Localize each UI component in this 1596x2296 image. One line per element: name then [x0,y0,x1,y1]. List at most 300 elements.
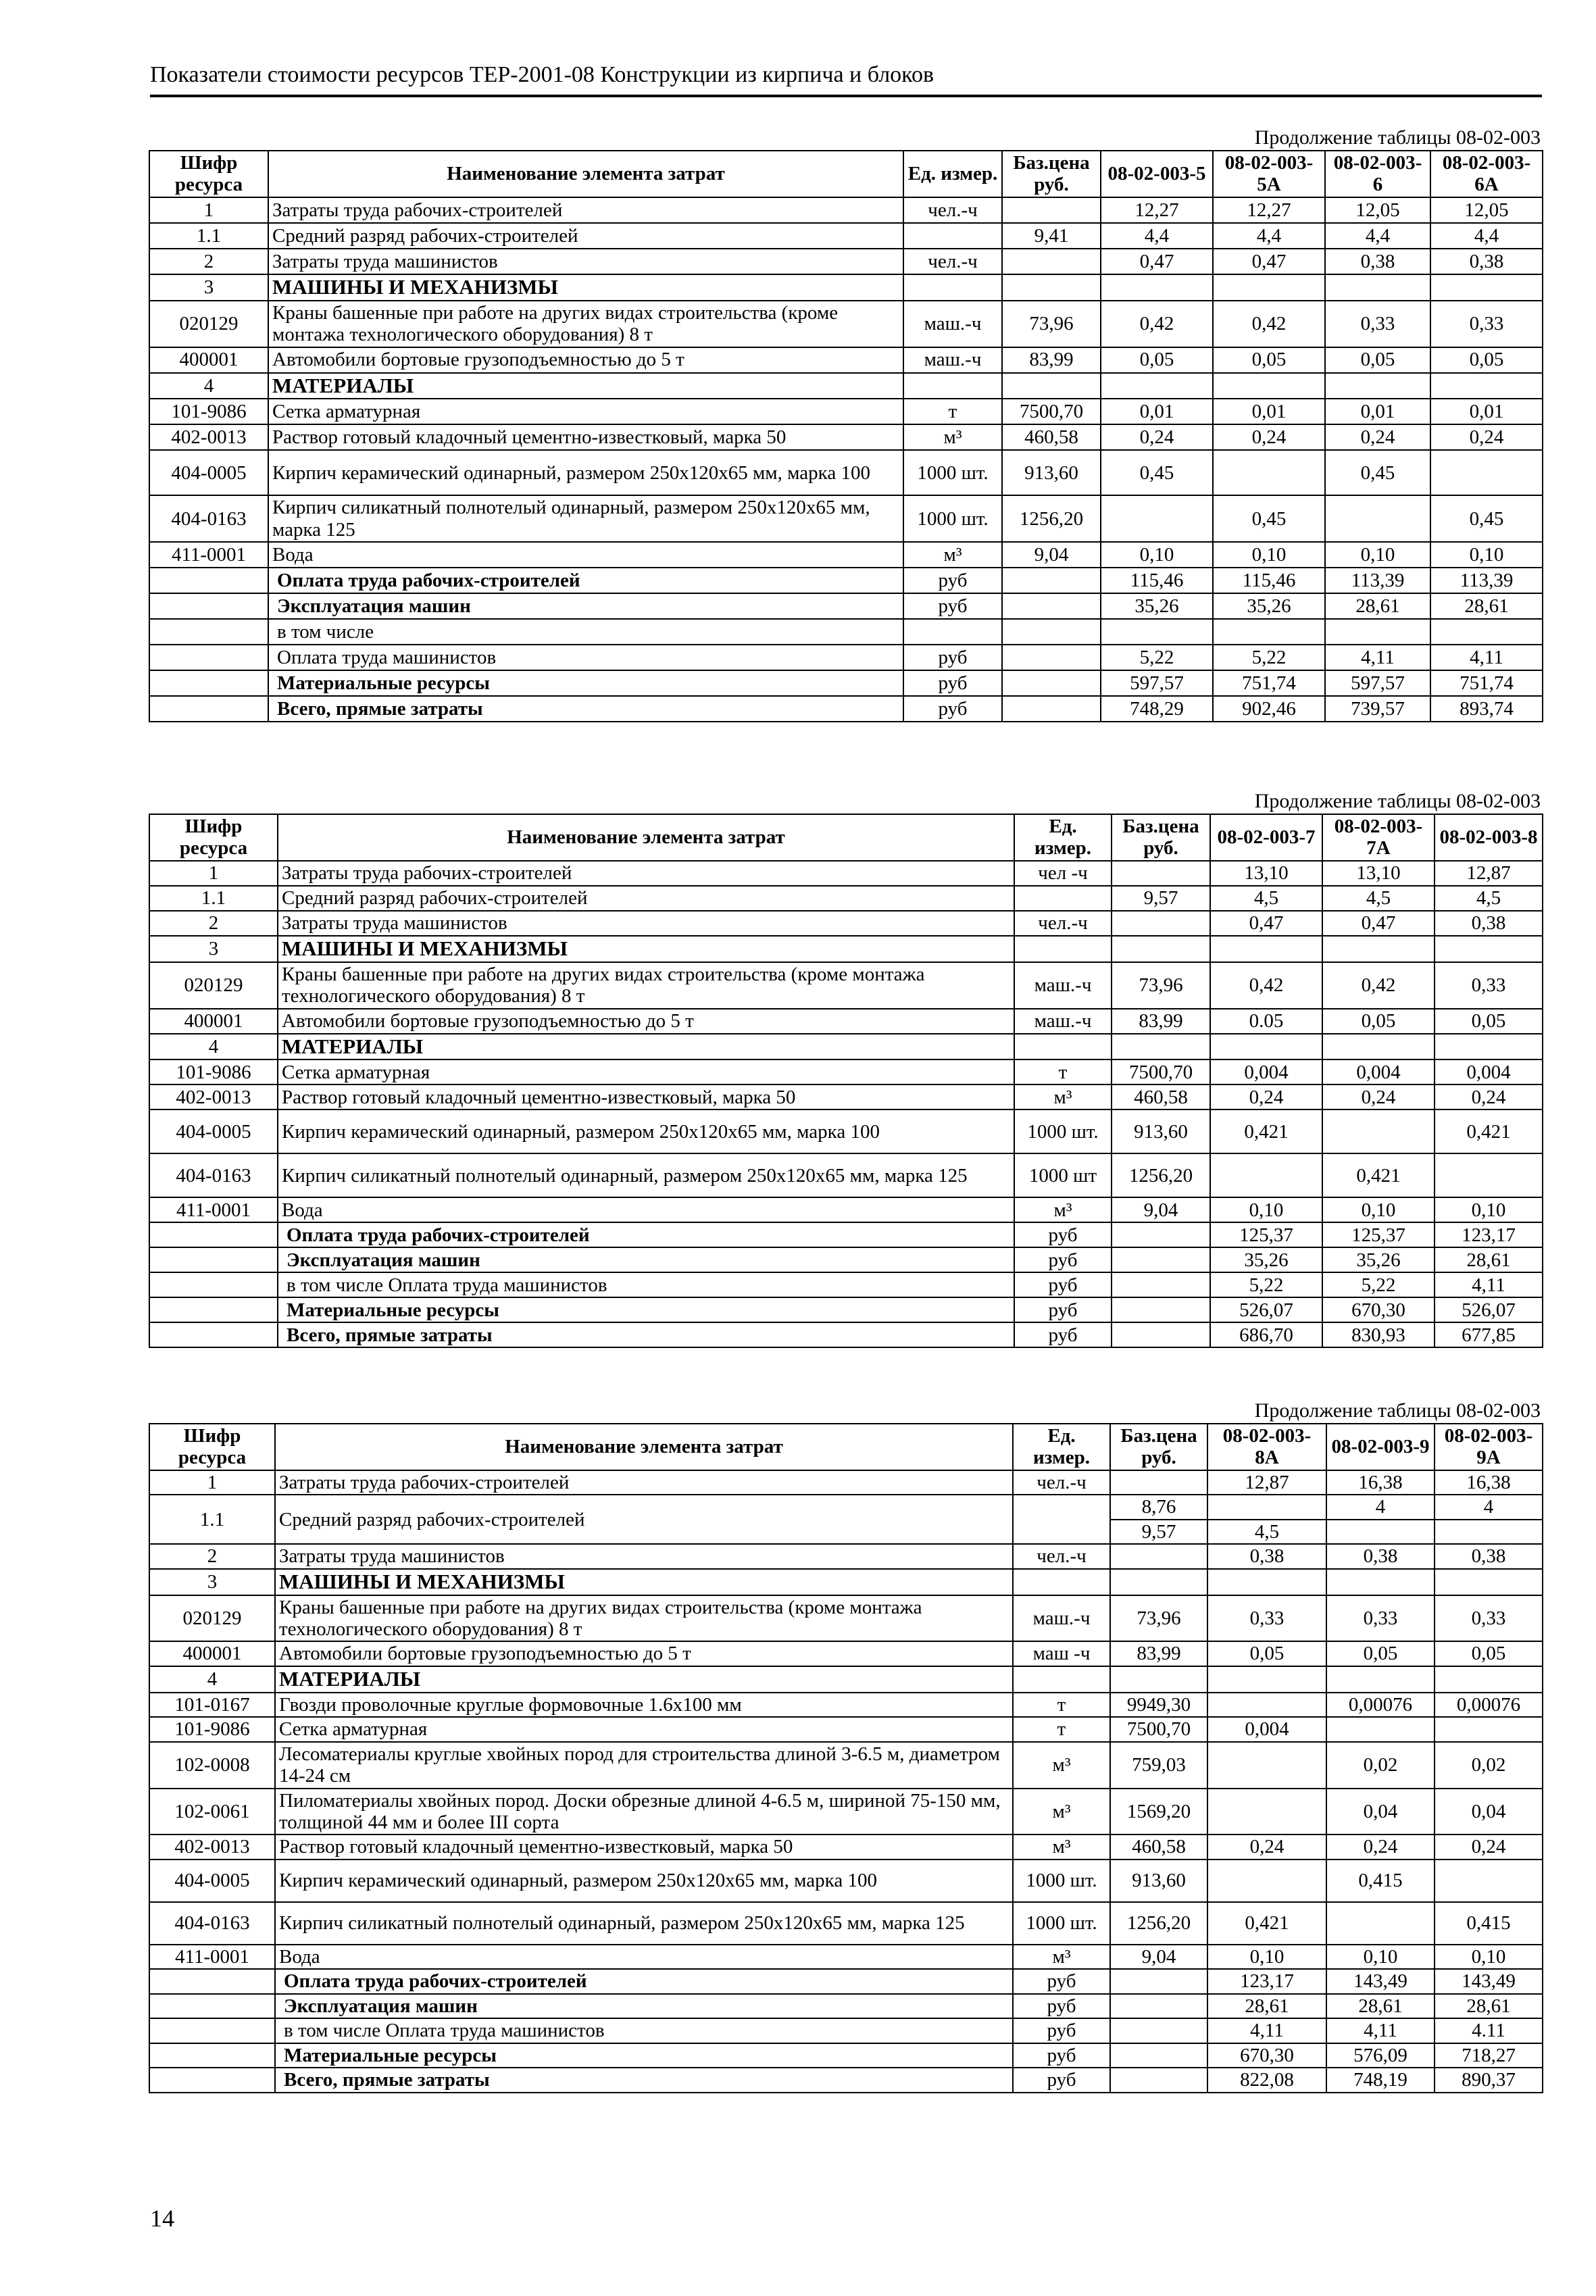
rate-value: 0,47 [1210,911,1322,936]
rate-value: 718,27 [1435,2043,1543,2068]
resource-code: 400001 [149,347,268,373]
resource-code: 4 [149,1666,275,1693]
column-header: Баз.цена руб. [1110,1424,1207,1470]
cost-element-name: Затраты труда рабочих-строителей [278,861,1014,886]
table-row [149,1059,1543,1084]
rate-value [1430,619,1543,645]
table-row [149,495,1543,542]
rate-value [1322,1109,1435,1153]
cost-element-name: Средний разряд рабочих-строителей [275,1495,1013,1544]
unit-of-measure: чел.-ч [1013,1470,1110,1495]
page-number: 14 [150,2205,174,2232]
rate-value: 4,11 [1430,645,1543,670]
rate-value: 0,00076 [1326,1693,1435,1717]
rate-value: 0,05 [1430,347,1543,373]
rate-value: 35,26 [1101,593,1213,619]
table-row [149,197,1543,223]
table-row [149,1495,1543,1519]
resource-code: 411-0001 [149,1945,275,1969]
unit-of-measure [903,619,1002,645]
table-row [149,1470,1543,1495]
column-header: 08-02-003-9 [1326,1424,1435,1470]
rate-value [1322,1034,1435,1060]
rate-value [1101,495,1213,542]
table-row [149,568,1543,593]
cost-element-name: Затраты труда машинистов [268,249,903,274]
rate-value: 0,00076 [1435,1693,1543,1717]
rate-value [1213,450,1325,495]
table-row [149,249,1543,274]
rate-value [1207,1495,1326,1519]
resource-code: 404-0163 [149,1902,275,1945]
base-price [1110,2018,1207,2043]
unit-of-measure: т [1014,1059,1112,1084]
cost-element-name: Сетка арматурная [268,399,903,424]
table-row [149,399,1543,424]
base-price [1112,861,1210,886]
cost-element-name: Автомобили бортовые грузоподъемностью до 5 т [275,1641,1013,1666]
unit-of-measure: руб [1013,2068,1110,2092]
rate-value: 526,07 [1435,1297,1543,1322]
rate-value: 0,05 [1101,347,1213,373]
rate-value: 4,11 [1326,2018,1435,2043]
unit-of-measure: т [1013,1693,1110,1717]
cost-element-name: Автомобили бортовые грузоподъемностью до 5 т [268,347,903,373]
rate-value: 751,74 [1430,670,1543,696]
base-price [1002,670,1101,696]
base-price: 9,04 [1110,1945,1207,1969]
table-header-row [149,1424,1543,1470]
cost-element-name: Кирпич керамический одинарный, размером 250х120х65 мм, марка 100 [275,1860,1013,1902]
base-price: 460,58 [1002,424,1101,450]
cost-element-name: Оплата труда рабочих-строителей [268,568,903,593]
cost-element-name: Затраты труда рабочих-строителей [275,1470,1013,1495]
rate-value: 115,46 [1213,568,1325,593]
cost-element-name: Всего, прямые затраты [275,2068,1013,2092]
table-row [149,911,1543,936]
cost-element-name: Сетка арматурная [278,1059,1014,1084]
rate-value: 0,38 [1207,1544,1326,1568]
base-price [1112,1034,1210,1060]
cost-element-name: Эксплуатация машин [268,593,903,619]
cost-element-name: Материальные ресурсы [268,670,903,696]
column-header: Ед. измер. [1013,1424,1110,1470]
column-header: Шифр ресурса [149,151,268,197]
unit-of-measure: руб [903,593,1002,619]
cost-element-name: Эксплуатация машин [278,1247,1014,1272]
rate-value: 0,24 [1101,424,1213,450]
resource-code: 400001 [149,1641,275,1666]
resource-code: 3 [149,274,268,301]
resource-code [149,2043,275,2068]
rate-value: 0,05 [1322,1009,1435,1034]
table-row [149,1641,1543,1666]
resource-code: 101-9086 [149,399,268,424]
resource-code: 411-0001 [149,542,268,568]
rate-value: 0,10 [1207,1945,1326,1969]
column-header: Баз.цена руб. [1002,151,1101,197]
column-header: 08-02-003-9А [1435,1424,1543,1470]
unit-of-measure: м³ [1013,1789,1110,1835]
unit-of-measure: м³ [1013,1945,1110,1969]
cost-element-name: Вода [278,1197,1014,1222]
rate-value: 0,004 [1207,1717,1326,1741]
unit-of-measure: 1000 шт. [1013,1902,1110,1945]
table-row [149,1595,1543,1642]
rate-value: 28,61 [1207,1994,1326,2018]
unit-of-measure: руб [1013,2018,1110,2043]
rate-value: 0,10 [1210,1197,1322,1222]
cost-element-name: Раствор готовый кладочный цементно-известковый, марка 50 [278,1084,1014,1109]
base-price: 1256,20 [1112,1153,1210,1197]
rate-value: 0,004 [1435,1059,1543,1084]
table-row [149,1084,1543,1109]
rate-value: 0,38 [1435,911,1543,936]
cost-element-name: Средний разряд рабочих-строителей [268,223,903,249]
rate-value: 597,57 [1101,670,1213,696]
rate-value: 125,37 [1210,1222,1322,1247]
resource-code: 101-9086 [149,1717,275,1741]
rate-value: 822,08 [1207,2068,1326,2092]
rate-value: 686,70 [1210,1322,1322,1347]
rate-value: 902,46 [1213,696,1325,722]
resource-code: 404-0163 [149,495,268,542]
cost-element-name: Вода [275,1945,1013,1969]
column-header: Ед. измер. [903,151,1002,197]
base-price [1112,911,1210,936]
rate-value: 893,74 [1430,696,1543,722]
base-price: 913,60 [1002,450,1101,495]
resource-code: 101-9086 [149,1059,278,1084]
cost-element-name: МАТЕРИАЛЫ [275,1666,1013,1693]
page-header: Показатели стоимости ресурсов ТЕР-2001-08 Конструкции из кирпича и блоков [150,62,934,87]
cost-element-name: в том числе Оплата труда машинистов [278,1272,1014,1297]
rate-value: 13,10 [1322,861,1435,886]
unit-of-measure [903,223,1002,249]
rate-value [1210,936,1322,962]
rate-value: 4,4 [1325,223,1430,249]
resource-code: 411-0001 [149,1197,278,1222]
resource-code: 020129 [149,301,268,347]
base-price [1110,1569,1207,1595]
table-row [149,1860,1543,1902]
rate-value: 0,10 [1326,1945,1435,1969]
unit-of-measure: маш.-ч [1013,1595,1110,1642]
base-price: 9,04 [1002,542,1101,568]
unit-of-measure [903,373,1002,399]
rate-value: 597,57 [1325,670,1430,696]
unit-of-measure: руб [1014,1222,1112,1247]
rate-value: 28,61 [1430,593,1543,619]
rate-value: 12,27 [1101,197,1213,223]
unit-of-measure: 1000 шт. [903,495,1002,542]
rate-value: 0,24 [1213,424,1325,450]
rate-value: 115,46 [1101,568,1213,593]
cost-element-name: Вода [268,542,903,568]
cost-element-name: в том числе [268,619,903,645]
table-row [149,347,1543,373]
rate-value: 123,17 [1207,1969,1326,1993]
rate-value: 123,17 [1435,1222,1543,1247]
resource-code: 402-0013 [149,424,268,450]
rate-value: 0,05 [1207,1641,1326,1666]
unit-of-measure: руб [1013,2043,1110,2068]
resource-code: 404-0005 [149,1109,278,1153]
table-row [149,450,1543,495]
unit-of-measure: м³ [1013,1835,1110,1859]
table-row [149,1544,1543,1568]
rate-value: 0,33 [1435,1595,1543,1642]
table-row [149,1693,1543,1717]
resource-code [149,645,268,670]
base-price: 83,99 [1110,1641,1207,1666]
base-price: 759,03 [1110,1742,1207,1789]
base-price: 913,60 [1112,1109,1210,1153]
resource-code [149,1222,278,1247]
table-row [149,1789,1543,1835]
cost-element-name: Раствор готовый кладочный цементно-известковый, марка 50 [275,1835,1013,1859]
base-price [1110,1994,1207,2018]
resource-code: 402-0013 [149,1835,275,1859]
rate-value: 0,02 [1326,1742,1435,1789]
rate-value: 0,33 [1325,301,1430,347]
rate-value: 0,421 [1435,1109,1543,1153]
table-row [149,670,1543,696]
base-price [1002,197,1101,223]
rate-value: 0,421 [1210,1109,1322,1153]
table-row [149,696,1543,722]
resource-code: 404-0005 [149,450,268,495]
unit-of-measure: 1000 шт. [1014,1109,1112,1153]
table-row [149,1717,1543,1741]
rate-value [1210,1034,1322,1060]
rate-value: 0,45 [1213,495,1325,542]
base-price [1112,1247,1210,1272]
table-row [149,2043,1543,2068]
table-row [149,1666,1543,1693]
table-continuation-label: Продолжение таблицы 08-02-003 [1254,790,1541,812]
table-row [149,593,1543,619]
rate-value [1326,1666,1435,1693]
table-continuation-label: Продолжение таблицы 08-02-003 [1254,126,1541,149]
rate-value: 0,10 [1213,542,1325,568]
table-row [149,1009,1543,1034]
rate-value: 0,05 [1213,347,1325,373]
resource-code [149,1247,278,1272]
table-row [149,1969,1543,1993]
resource-code [149,696,268,722]
resource-code [149,2068,275,2092]
table-row [149,1742,1543,1789]
resource-code: 2 [149,249,268,274]
rate-value: 0,45 [1430,495,1543,542]
cost-element-name: МАШИНЫ И МЕХАНИЗМЫ [275,1569,1013,1595]
cost-element-name: Краны башенные при работе на других видах строительства (кроме монтажа технологического оборудования) 8 т [278,962,1014,1009]
unit-of-measure [903,274,1002,301]
cost-element-name: Оплата труда рабочих-строителей [278,1222,1014,1247]
cost-element-name: Кирпич силикатный полнотелый одинарный, размером 250х120х65 мм, марка 125 [275,1902,1013,1945]
rate-value [1213,274,1325,301]
resource-code: 3 [149,1569,275,1595]
rate-value: 113,39 [1430,568,1543,593]
unit-of-measure: маш.-ч [1014,962,1112,1009]
rate-value: 12,05 [1325,197,1430,223]
rate-value [1435,1153,1543,1197]
rate-value [1326,1717,1435,1741]
rate-value: 0,38 [1430,249,1543,274]
base-price: 913,60 [1110,1860,1207,1902]
table-row [149,1247,1543,1272]
cost-element-name: Сетка арматурная [275,1717,1013,1741]
table-row [149,1222,1543,1247]
resource-code: 1.1 [149,886,278,911]
rate-value [1435,1860,1543,1902]
column-header: 08-02-003-8А [1207,1424,1326,1470]
rate-value: 677,85 [1435,1322,1543,1347]
rate-value [1101,619,1213,645]
rate-value [1213,373,1325,399]
rate-value: 28,61 [1435,1994,1543,2018]
column-header: 08-02-003-5А [1213,151,1325,197]
rate-value: 143,49 [1435,1969,1543,1993]
rate-value: 0,24 [1325,424,1430,450]
rate-value: 4 [1435,1495,1543,1519]
rate-value: 4,5 [1210,886,1322,911]
table-row [149,1569,1543,1595]
rate-value: 0,421 [1322,1153,1435,1197]
rate-value: 0,10 [1435,1945,1543,1969]
cost-element-name: МАТЕРИАЛЫ [268,373,903,399]
table-row [149,1945,1543,1969]
resource-code: 404-0005 [149,1860,275,1902]
rate-value: 28,61 [1325,593,1430,619]
rate-value: 4,5 [1322,886,1435,911]
resource-code: 1.1 [149,223,268,249]
rate-value: 670,30 [1207,2043,1326,2068]
base-price: 73,96 [1110,1595,1207,1642]
rate-value: 0,45 [1101,450,1213,495]
table-row [149,1197,1543,1222]
rate-value: 0,24 [1435,1084,1543,1109]
table-row [149,1297,1543,1322]
base-price [1002,619,1101,645]
cost-element-name: Кирпич керамический одинарный, размером 250х120х65 мм, марка 100 [268,450,903,495]
column-header: 08-02-003-8 [1435,814,1543,861]
table-row [149,1034,1543,1060]
base-price: 7500,70 [1110,1717,1207,1741]
rate-value: 0,38 [1326,1544,1435,1568]
rate-value: 0,24 [1430,424,1543,450]
rate-value: 0,004 [1210,1059,1322,1084]
column-header: Ед. измер. [1014,814,1112,861]
unit-of-measure [1014,886,1112,911]
cost-table [149,814,1543,1348]
rate-value: 0.05 [1210,1009,1322,1034]
rate-value: 890,37 [1435,2068,1543,2092]
unit-of-measure: маш -ч [1013,1641,1110,1666]
rate-value: 5,22 [1322,1272,1435,1297]
resource-code [149,1994,275,2018]
unit-of-measure: м³ [1014,1084,1112,1109]
unit-of-measure [1013,1666,1110,1693]
rate-value: 0,45 [1325,450,1430,495]
cost-element-name: Всего, прямые затраты [268,696,903,722]
unit-of-measure: руб [1013,1969,1110,1993]
base-price: 9,04 [1112,1197,1210,1222]
rate-value: 0,05 [1435,1009,1543,1034]
resource-code: 102-0008 [149,1742,275,1789]
resource-code: 4 [149,1034,278,1060]
table-row [149,962,1543,1009]
base-price [1112,1297,1210,1322]
rate-value [1101,274,1213,301]
rate-value: 12,27 [1213,197,1325,223]
rate-value: 748,19 [1326,2068,1435,2092]
rate-value: 739,57 [1325,696,1430,722]
base-price [1110,1470,1207,1495]
rate-value: 0,24 [1322,1084,1435,1109]
unit-of-measure [1014,936,1112,962]
table-row [149,1994,1543,2018]
table-row [149,1272,1543,1297]
rate-value: 35,26 [1322,1247,1435,1272]
base-price: 460,58 [1110,1835,1207,1859]
column-header: 08-02-003-6 [1325,151,1430,197]
cost-element-name: Всего, прямые затраты [278,1322,1014,1347]
rate-value [1430,373,1543,399]
unit-of-measure: м³ [1013,1742,1110,1789]
rate-value [1101,373,1213,399]
unit-of-measure: маш.-ч [1014,1009,1112,1034]
cost-element-name: Раствор готовый кладочный цементно-известковый, марка 50 [268,424,903,450]
rate-value [1207,1789,1326,1835]
resource-code: 1 [149,861,278,886]
rate-value: 670,30 [1322,1297,1435,1322]
cost-element-name: Средний разряд рабочих-строителей [278,886,1014,911]
unit-of-measure: т [1013,1717,1110,1741]
rate-value: 0,004 [1322,1059,1435,1084]
cost-table-block-3 [149,1399,1542,2093]
base-price [1110,1969,1207,1993]
unit-of-measure: руб [1014,1247,1112,1272]
rate-value: 35,26 [1213,593,1325,619]
rate-value [1326,1569,1435,1595]
rate-value [1325,373,1430,399]
column-header: Баз.цена руб. [1112,814,1210,861]
base-price [1002,373,1101,399]
unit-of-measure: маш.-ч [903,347,1002,373]
unit-of-measure: чел -ч [1014,861,1112,886]
base-price: 9,41 [1002,223,1101,249]
rate-value: 0,42 [1322,962,1435,1009]
table-row [149,274,1543,301]
rate-value: 0,24 [1326,1835,1435,1859]
cost-element-name: Затраты труда машинистов [275,1544,1013,1568]
cost-table-block-2 [149,789,1542,1348]
rate-value [1435,1717,1543,1741]
rate-value [1322,936,1435,962]
base-price: 73,96 [1002,301,1101,347]
resource-code [149,2018,275,2043]
header-rule [150,95,1542,97]
base-price [1002,274,1101,301]
rate-value: 0,01 [1101,399,1213,424]
unit-of-measure: т [903,399,1002,424]
rate-value: 4.11 [1435,2018,1543,2043]
rate-value: 0,38 [1435,1544,1543,1568]
rate-value: 0,05 [1326,1641,1435,1666]
unit-of-measure: 1000 шт. [1013,1860,1110,1902]
